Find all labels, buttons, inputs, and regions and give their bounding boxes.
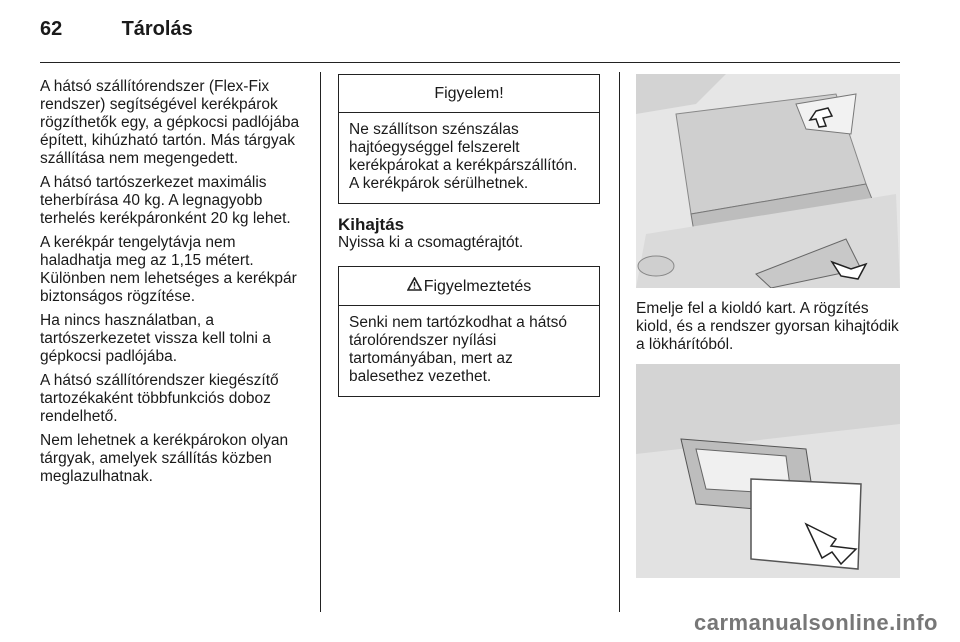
warning-box bbox=[338, 266, 600, 397]
warning-title: Figyelmeztetés bbox=[423, 278, 532, 295]
trunk-illustration bbox=[636, 74, 900, 288]
column-divider-left bbox=[320, 72, 321, 612]
header-rule bbox=[40, 62, 900, 63]
figure-caption: Emelje fel a kioldó kart. A rögzítés kiold, és a rendszer gyorsan kihajtódik a lökhárítóból. bbox=[636, 300, 899, 353]
caution-title: Figyelem! bbox=[339, 75, 599, 113]
column-3 bbox=[636, 74, 900, 578]
column-1 bbox=[40, 78, 308, 492]
paragraph: Ha nincs használatban, a tartószerkezetet vissza kell tolni a gépkocsi padlójába. bbox=[40, 312, 271, 365]
warning-body: Senki nem tartózkodhat a hátsó tárolórendszer nyílási tartományában, mert az balesethez vezethet. bbox=[349, 314, 567, 385]
paragraph: A hátsó szállítórendszer (Flex-Fix rendszer) segítségével kerékpárok rögzíthetők egy, a gépkocsi padlójába épített, kihúzható tartón. Más tárgyak szállítása nem megengedett. bbox=[40, 78, 300, 167]
caution-box bbox=[338, 74, 600, 204]
column-2 bbox=[338, 74, 600, 409]
warning-header bbox=[339, 267, 599, 306]
warning-triangle-icon bbox=[407, 277, 422, 296]
carrier-illustration bbox=[636, 364, 900, 578]
section-title: Kihajtás bbox=[338, 215, 405, 234]
paragraph: A kerékpár tengelytávja nem haladhatja meg az 1,15 métert. Különben nem lehetséges a kerékpár biztonságos rögzítése. bbox=[40, 234, 297, 305]
caution-body: Ne szállítson szénszálas hajtóegységgel felszerelt kerékpárokat a kerékpárszállítón. A kerékpárok sérülhetnek. bbox=[349, 121, 578, 192]
page-title: Tárolás bbox=[121, 18, 193, 40]
column-divider-right bbox=[619, 72, 620, 612]
paragraph: A hátsó szállítórendszer kiegészítő tartozékaként többfunkciós doboz rendelhető. bbox=[40, 372, 279, 425]
section-text: Nyissa ki a csomagtérajtót. bbox=[338, 234, 524, 251]
paragraph: A hátsó tartószerkezet maximális teherbírása 40 kg. A legnagyobb terhelés kerékpáronként 20 kg lehet. bbox=[40, 174, 291, 227]
paragraph: Nem lehetnek a kerékpárokon olyan tárgyak, amelyek szállítás közben meglazulhatnak. bbox=[40, 432, 289, 485]
page-header bbox=[40, 18, 193, 41]
watermark: carmanualsonline.info bbox=[694, 610, 938, 635]
page-number: 62 bbox=[40, 18, 63, 40]
